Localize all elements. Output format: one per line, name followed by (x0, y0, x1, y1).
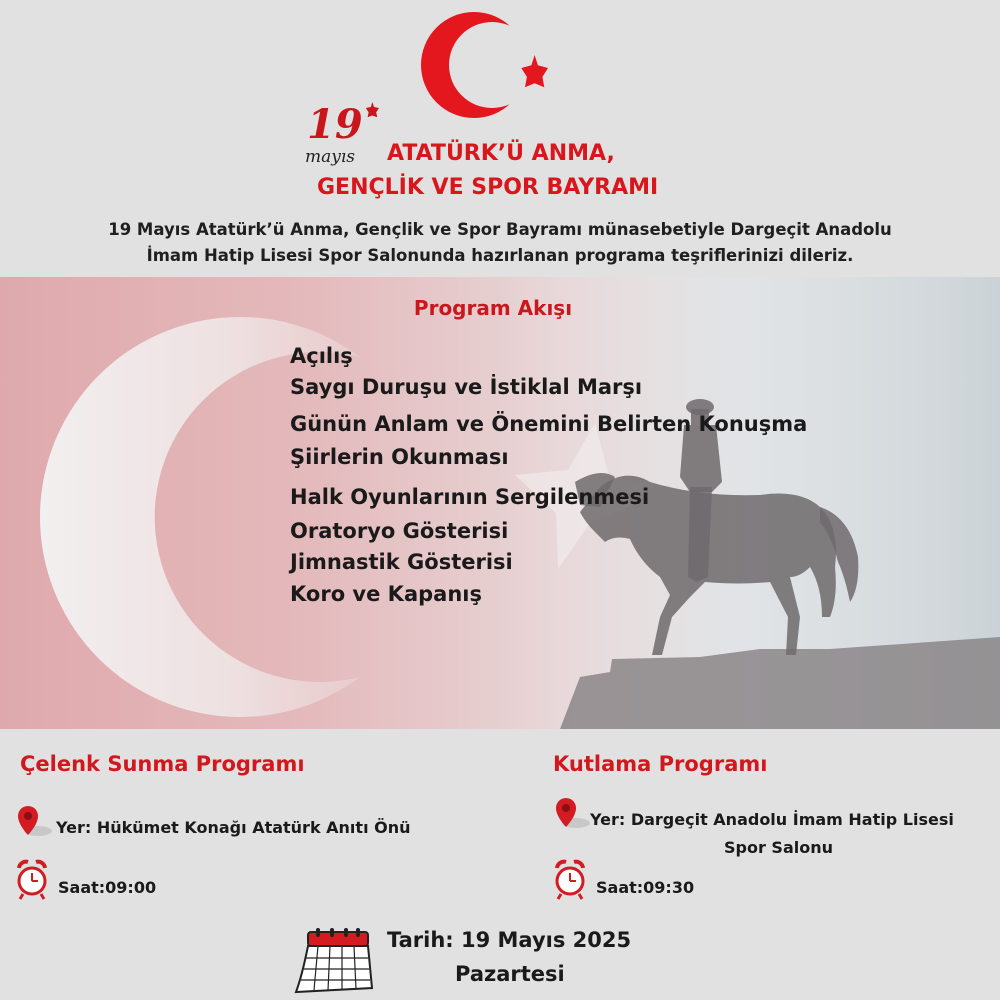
alarm-clock-icon (16, 858, 48, 900)
program-item: Şiirlerin Okunması (290, 445, 509, 469)
19-mayis-logo (305, 98, 385, 170)
program-item: Saygı Duruşu ve İstiklal Marşı (290, 375, 643, 399)
title-line-1: ATATÜRK’Ü ANMA, (387, 141, 615, 166)
date-line-2: Pazartesi (455, 962, 565, 986)
celebration-place-line-2: Spor Salonu (724, 838, 834, 857)
intro-text (60, 217, 940, 269)
intro-line-2: İmam Hatip Lisesi Spor Salonunda hazırlanan programa teşriflerinizi dileriz. (146, 246, 854, 265)
location-pin-icon (554, 796, 594, 830)
logo-number: 19 (307, 101, 363, 148)
location-pin-icon (16, 804, 56, 838)
wreath-place: Yer: Hükümet Konağı Atatürk Anıtı Önü (56, 818, 411, 837)
date-line-1: Tarih: 19 Mayıs 2025 (387, 928, 632, 952)
title-line-2: GENÇLİK VE SPOR BAYRAMI (317, 175, 659, 200)
program-item: Halk Oyunlarının Sergilenmesi (290, 485, 650, 509)
program-item: Açılış (290, 344, 353, 368)
celebration-program-title: Kutlama Programı (553, 752, 768, 776)
program-item: Jimnastik Gösterisi (290, 550, 513, 574)
calendar-icon (288, 926, 380, 996)
program-item: Oratoryo Gösterisi (290, 519, 509, 543)
celebration-place-line-1: Yer: Dargeçit Anadolu İmam Hatip Lisesi (590, 810, 954, 829)
crescent-star-icon (420, 10, 570, 120)
19-mayis-logo-graphic (305, 98, 385, 170)
logo-word: mayıs (305, 147, 356, 167)
program-heading: Program Akışı (413, 296, 573, 320)
alarm-clock-icon (554, 858, 586, 900)
program-item: Koro ve Kapanış (290, 582, 482, 606)
wreath-program-title: Çelenk Sunma Programı (20, 752, 305, 776)
celebration-time: Saat:09:30 (596, 878, 695, 897)
intro-line-1: 19 Mayıs Atatürk’ü Anma, Gençlik ve Spor Bayramı münasebetiyle Dargeçit Anadolu (108, 220, 892, 239)
program-item: Günün Anlam ve Önemini Belirten Konuşma (290, 412, 808, 436)
wreath-time: Saat:09:00 (58, 878, 157, 897)
